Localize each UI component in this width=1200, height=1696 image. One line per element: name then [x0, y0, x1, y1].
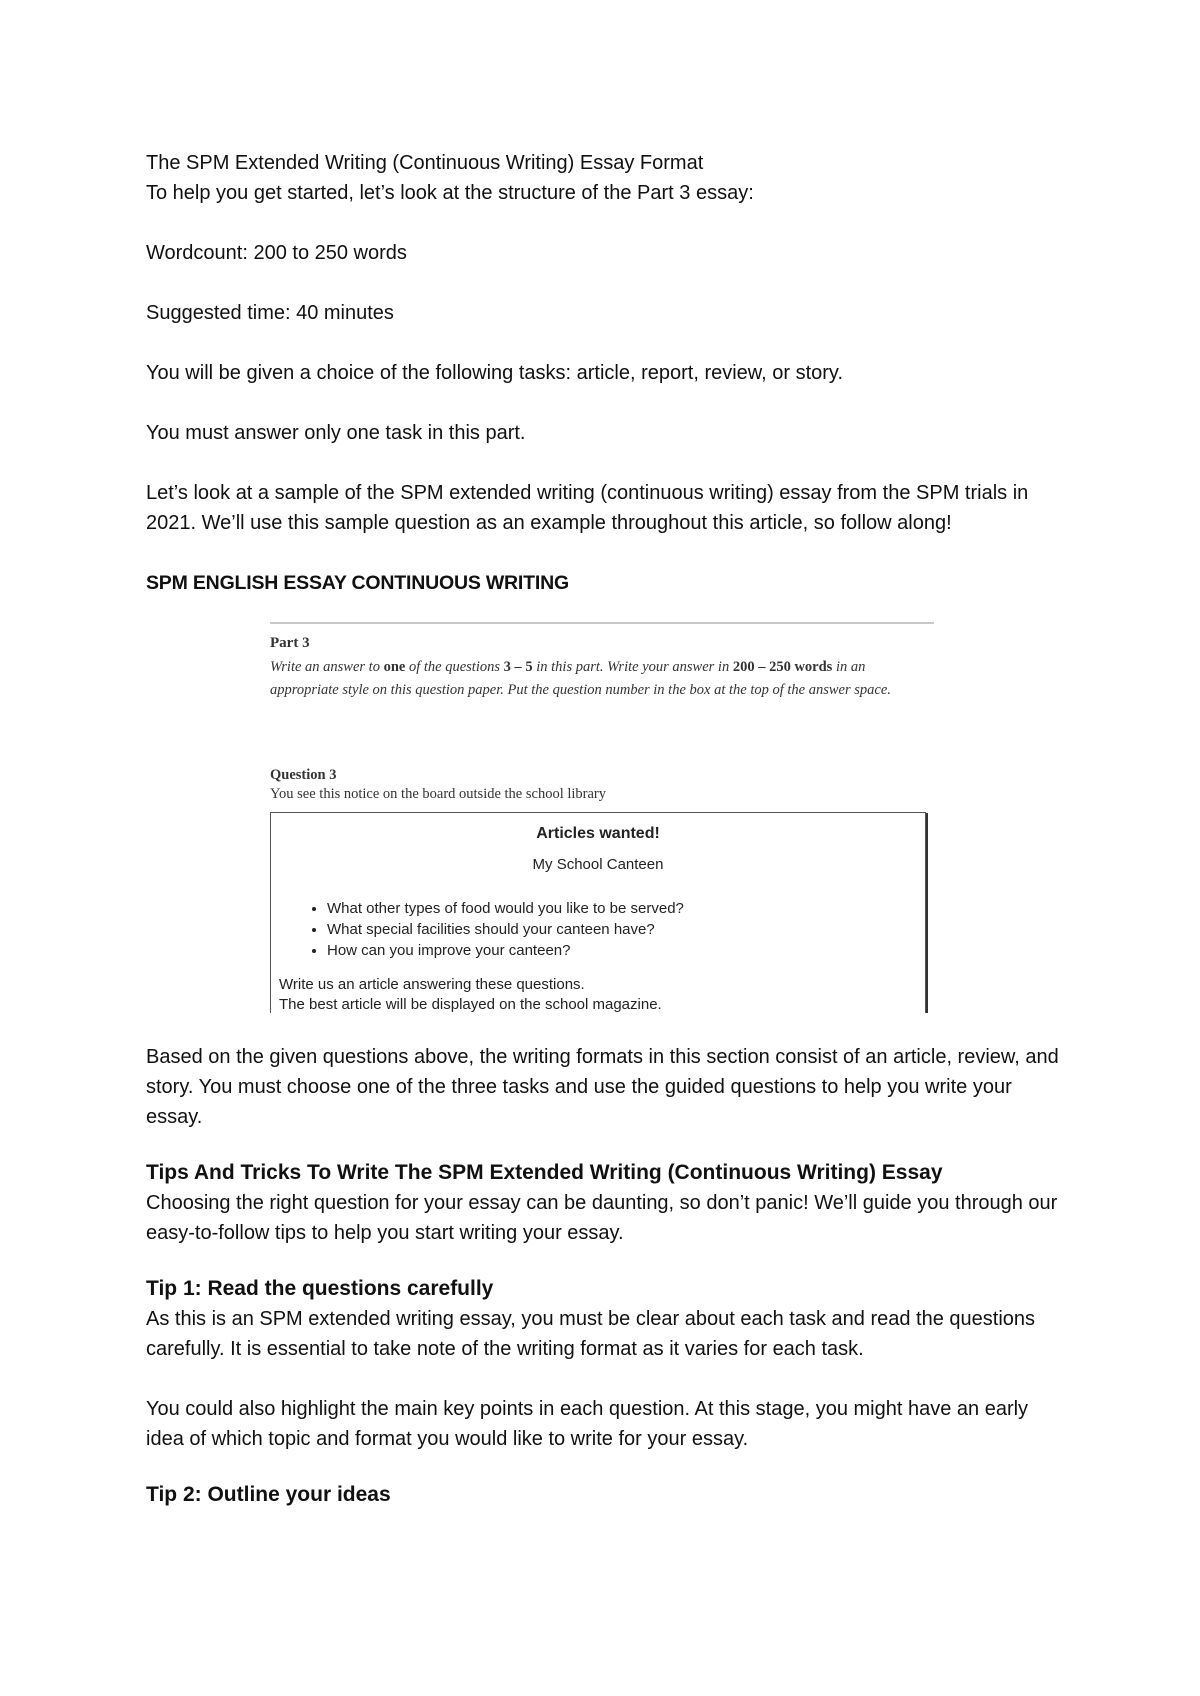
notice-bullet-list: [307, 898, 925, 961]
task-choice-text: You will be given a choice of the following tasks: article, report, review, or story.: [146, 362, 844, 384]
divider: [270, 622, 934, 624]
sample-intro-paragraph: Let’s look at a sample of the SPM extended writing (continuous writing) essay from the SPM trials in 2021. We’ll use this sample question as an example throughout this article, so follow along!: [146, 482, 1029, 534]
document-title: The SPM Extended Writing (Continuous Writing) Essay Format: [146, 152, 704, 174]
document-body: [146, 148, 1066, 1510]
tip1-heading: Tip 1: Read the questions carefully: [146, 1277, 494, 1300]
tips-heading: Tips And Tricks To Write The SPM Extended Writing (Continuous Writing) Essay: [146, 1161, 943, 1184]
exam-question-label: Question 3: [270, 767, 337, 783]
exam-part-label: Part 3: [270, 635, 310, 651]
wordcount-text: Wordcount: 200 to 250 words: [146, 242, 407, 264]
intro-text: To help you get started, let’s look at the structure of the Part 3 essay:: [146, 182, 754, 204]
exam-question-image: [270, 622, 934, 1020]
notice-subtitle: My School Canteen: [532, 856, 664, 873]
notice-box: [270, 812, 926, 1013]
one-task-text: You must answer only one task in this part.: [146, 422, 526, 444]
after-exam-paragraph: Based on the given questions above, the writing formats in this section consist of an article, review, and story. You must choose one of the three tasks and use the guided questions to help you write your essay.: [146, 1046, 1059, 1128]
suggested-time-text: Suggested time: 40 minutes: [146, 302, 394, 324]
list-item: • What other types of food would you like to be served?: [327, 898, 925, 919]
exam-question-text: You see this notice on the board outside the school library: [270, 786, 606, 802]
exam-instructions: Write an answer to one of the questions 3 – 5 in this part. Write your answer in 200 – 250 words in an appropriate style on this question paper. Put the question number in the box at the top of the answer space.: [270, 659, 891, 698]
list-item: • What special facilities should your canteen have?: [327, 919, 925, 940]
tip1-paragraph-1: As this is an SPM extended writing essay, you must be clear about each task and read the questions carefully. It is essential to take note of the writing format as it varies for each task.: [146, 1308, 1036, 1360]
notice-title: Articles wanted!: [536, 825, 660, 842]
list-item: • How can you improve your canteen?: [327, 940, 925, 961]
tip2-heading: Tip 2: Outline your ideas: [146, 1483, 391, 1506]
tip1-paragraph-2: You could also highlight the main key points in each question. At this stage, you might have an early idea of which topic and format you would like to write for your essay.: [146, 1398, 1029, 1450]
notice-footer: Write us an article answering these questions. The best article will be displayed on the school magazine.: [279, 976, 662, 1013]
section-heading: SPM ENGLISH ESSAY CONTINUOUS WRITING: [146, 572, 569, 594]
tips-intro-paragraph: Choosing the right question for your essay can be daunting, so don’t panic! We’ll guide you through our easy-to-follow tips to help you start writing your essay.: [146, 1192, 1058, 1244]
